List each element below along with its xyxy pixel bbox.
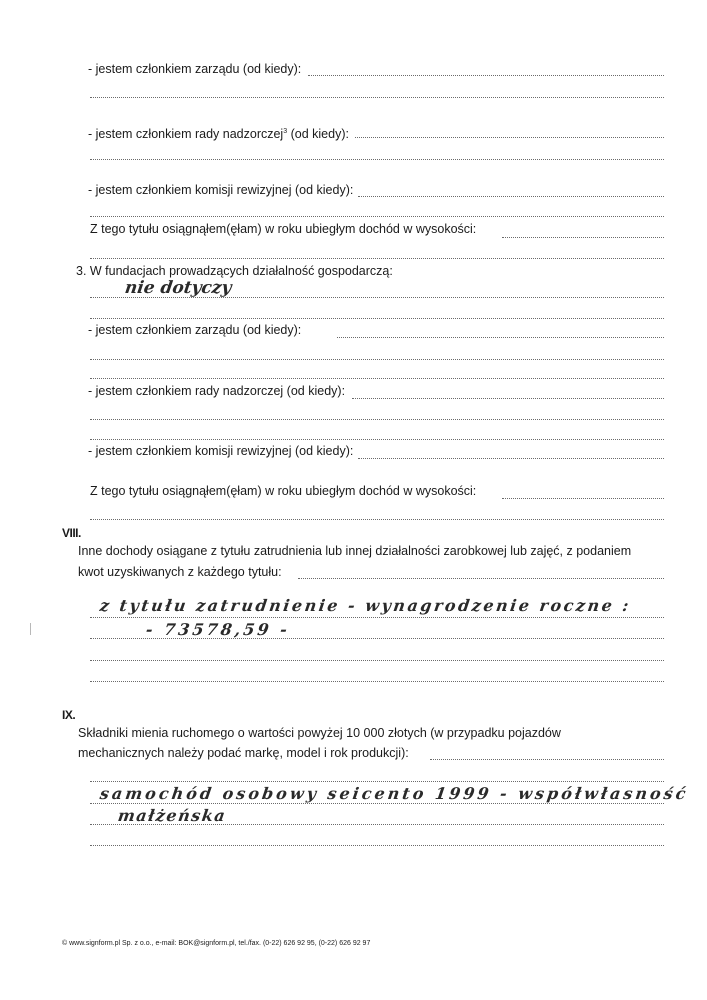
s3-zarzad-label: - jestem członkiem zarządu (od kiedy):: [88, 323, 302, 337]
s3-dochod-field-line[interactable]: [502, 498, 664, 499]
section-viii-number: VIII.: [62, 526, 81, 540]
section-viii-text-1: Inne dochody osiągane z tytułu zatrudnienia lub innej działalności zarobkowej lub zajęć, z podaniem: [78, 544, 632, 558]
dochod-field-line-2[interactable]: [90, 258, 664, 259]
s3-zarzad-field-line-3[interactable]: [90, 378, 664, 379]
section-viii-text-2: kwot uzyskiwanych z każdego tytułu:: [78, 565, 282, 579]
viii-field-line-5[interactable]: [90, 681, 664, 682]
section-3-heading: 3. W fundacjach prowadzących działalność gospodarczą:: [76, 264, 393, 278]
ix-field-line-3[interactable]: [90, 803, 664, 804]
handwritten-viii-line2: - 73578,59 -: [144, 620, 292, 639]
section-ix-text-2: mechanicznych należy podać markę, model i rok produkcji):: [78, 746, 409, 760]
s3-dochod-label: Z tego tytułu osiągnąłem(ęłam) w roku ubiegłym dochód w wysokości:: [90, 484, 477, 498]
ix-field-line[interactable]: [430, 759, 664, 760]
s3-rada-field-line-3[interactable]: [90, 439, 664, 440]
scan-mark: [30, 623, 31, 635]
s3-zarzad-field-line[interactable]: [337, 337, 664, 338]
section-ix-number: IX.: [62, 708, 76, 722]
s3-komisja-field-line[interactable]: [358, 458, 664, 459]
s3-rada-field-line-2[interactable]: [90, 419, 664, 420]
handwritten-nie-dotyczy: nie dotyczy: [123, 278, 233, 298]
zarzad-label: - jestem członkiem zarządu (od kiedy):: [88, 62, 302, 76]
komisja-label: - jestem członkiem komisji rewizyjnej (od kiedy):: [88, 183, 354, 197]
fundacje-field-line-2[interactable]: [90, 318, 664, 319]
dochod-field-line[interactable]: [502, 237, 664, 238]
zarzad-field-line[interactable]: [308, 75, 664, 76]
rada-field-line[interactable]: [355, 137, 664, 138]
ix-field-line-4[interactable]: [90, 824, 664, 825]
s3-rada-label: - jestem członkiem rady nadzorczej (od kiedy):: [88, 384, 346, 398]
rada-field-line-2[interactable]: [90, 159, 664, 160]
ix-field-line-2[interactable]: [90, 781, 664, 782]
viii-field-line-4[interactable]: [90, 660, 664, 661]
dochod-label: Z tego tytułu osiągnąłem(ęłam) w roku ubiegłym dochód w wysokości:: [90, 222, 477, 236]
s3-rada-field-line[interactable]: [352, 398, 664, 399]
viii-field-line-2[interactable]: [90, 617, 664, 618]
viii-field-line[interactable]: [298, 578, 664, 579]
handwritten-ix-line2: małżeńska: [116, 806, 228, 825]
fundacje-field-line[interactable]: [90, 297, 664, 298]
handwritten-viii-line1: z tytułu zatrudnienie - wynagrodzenie roczne :: [98, 596, 633, 615]
handwritten-ix-line1: samochód osobowy seicento 1999 - współwłasność: [98, 784, 690, 803]
footnote-mark: 3: [283, 128, 288, 135]
section-ix-text-1: Składniki mienia ruchomego o wartości powyżej 10 000 złotych (w przypadku pojazdów: [78, 726, 561, 740]
ix-field-line-5[interactable]: [90, 845, 664, 846]
viii-field-line-3[interactable]: [90, 638, 664, 639]
zarzad-field-line-2[interactable]: [90, 97, 664, 98]
s3-komisja-label: - jestem członkiem komisji rewizyjnej (od kiedy):: [88, 444, 354, 458]
s3-dochod-field-line-2[interactable]: [90, 519, 664, 520]
footer-contact: © www.signform.pl Sp. z o.o., e-mail: BOK@signform.pl, tel./fax. (0-22) 626 92 95, (0-22) 626 92 97: [62, 940, 371, 947]
rada-label: - jestem członkiem rady nadzorczej$^3$ (od kiedy):: [88, 127, 349, 142]
s3-zarzad-field-line-2[interactable]: [90, 359, 664, 360]
komisja-field-line[interactable]: [358, 196, 664, 197]
komisja-field-line-2[interactable]: [90, 216, 664, 217]
